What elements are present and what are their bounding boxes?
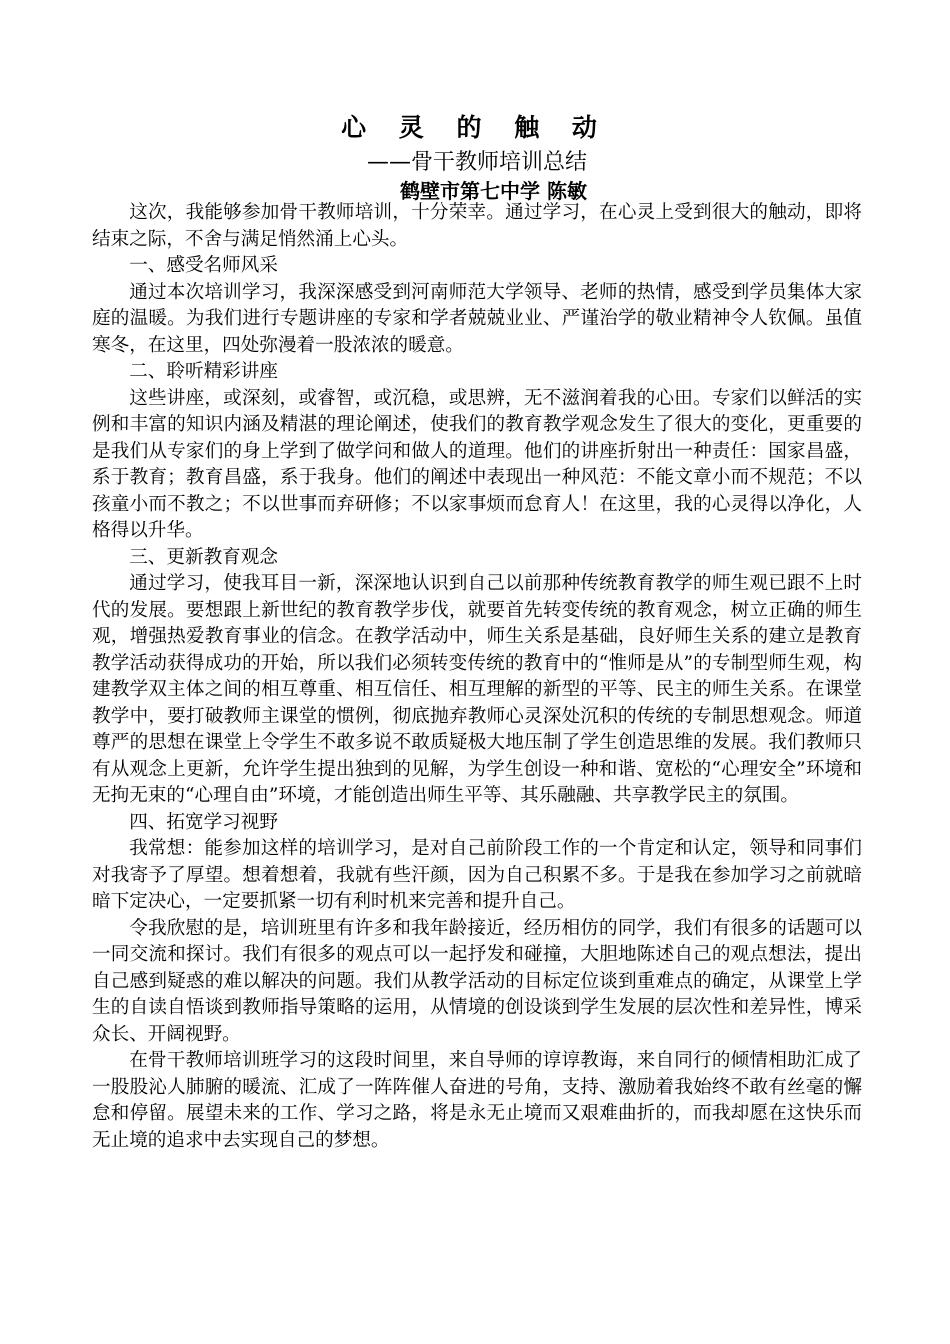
section-heading-2: 二、聆听精彩讲座 (129, 361, 278, 382)
paragraph-closing: 在骨干教师培训班学习的这段时间里，来自导师的谆谆教诲，来自同行的倾情相助汇成了一股股沁人肺腑的暖流、汇成了一阵阵催人奋进的号角，支持、激励着我始终不敢有丝毫的懈怠和停留。展望未来的工作、学习之路，将是永无止境而又艰难曲折的，而我却愿在这快乐而无止境的追求中去实现自己的梦想。 (92, 1050, 862, 1151)
section-heading-1: 一、感受名师风采 (129, 255, 278, 276)
document-author: 鹤壁市第七中学 陈敏 (400, 179, 587, 203)
paragraph: 通过本次培训学习，我深深感受到河南师范大学领导、老师的热情，感受到学员集体大家庭的温暖。为我们进行专题讲座的专家和学者兢兢业业、严谨治学的敬业精神令人钦佩。虽值寒冬，在这里，四处弥漫着一股浓浓的暖意。 (92, 281, 862, 356)
paragraph: 令我欣慰的是，培训班里有许多和我年龄接近，经历相仿的同学，我们有很多的话题可以一同交流和探讨。我们有很多的观点可以一起抒发和碰撞，大胆地陈述自己的观点想法，提出自己感到疑惑的难以解决的问题。我们从教学活动的目标定位谈到重难点的确定，从课堂上学生的自读自悟谈到教师指导策略的运用，从情境的创设谈到学生发展的层次性和差异性，博采众长、开阔视野。 (92, 917, 862, 1045)
document-title: 心 灵 的 触 动 (341, 113, 609, 142)
document-body (92, 200, 862, 1154)
paragraph-intro: 这次，我能够参加骨干教师培训，十分荣幸。通过学习，在心灵上受到很大的触动，即将结束之际，不舍与满足悄然涌上心头。 (92, 202, 862, 250)
section-heading-4: 四、拓宽学习视野 (129, 811, 278, 833)
paragraph: 我常想：能参加这样的培训学习，是对自己前阶段工作的一个肯定和认定，领导和同事们对我寄予了厚望。想着想着，我就有些汗颜，因为自己积累不多。于是我在参加学习之前就暗暗下定决心，一定要抓紧一切有利时机来完善和提升自己。 (92, 838, 862, 912)
document-subtitle: ——骨干教师培训总结 (367, 150, 588, 175)
paragraph: 通过学习，使我耳目一新，深深地认识到自己以前那种传统教育教学的师生观已跟不上时代的发展。要想跟上新世纪的教育教学步伐，就要首先转变传统的教育观念，树立正确的师生观，增强热爱教育事业的信念。在教学活动中，师生关系是基础，良好师生关系的建立是教育教学活动获得成功的开始，所以我们必须转变传统的教育中的“惟师是从”的专制型师生观，构建教学双主体之间的相互尊重、相互信任、相互理解的新型的平等、民主的师生关系。在课堂教学中，要打破教师主课堂的惯例，彻底抛弃教师心灵深处沉积的传统的专制思想观念。师道尊严的思想在课堂上令学生不敢多说不敢质疑极大地压制了学生创造思维的发展。我们教师只有从观念上更新，允许学生提出独到的见解，为学生创设一种和谐、宽松的“心理安全”环境和无拘无束的“心理自由”环境，才能创造出师生平等、其乐融融、共享教学民主的氛围。 (92, 573, 862, 806)
section-heading-3: 三、更新教育观念 (129, 546, 278, 568)
paragraph: 这些讲座，或深刻，或睿智，或沉稳，或思辨，无不滋润着我的心田。专家们以鲜活的实例和丰富的知识内涵及精湛的理论阐述，使我们的教育教学观念发生了很大的变化，更重要的是我们从专家们的身上学到了做学问和做人的道理。他们的讲座折射出一种责任：国家昌盛，系于教育；教育昌盛，系于我身。他们的阐述中表现出一种风范：不能文章小而不规范；不以孩童小而不教之；不以世事而弃研修；不以家事烦而怠育人！在这里，我的心灵得以净化，人格得以升华。 (92, 387, 862, 541)
